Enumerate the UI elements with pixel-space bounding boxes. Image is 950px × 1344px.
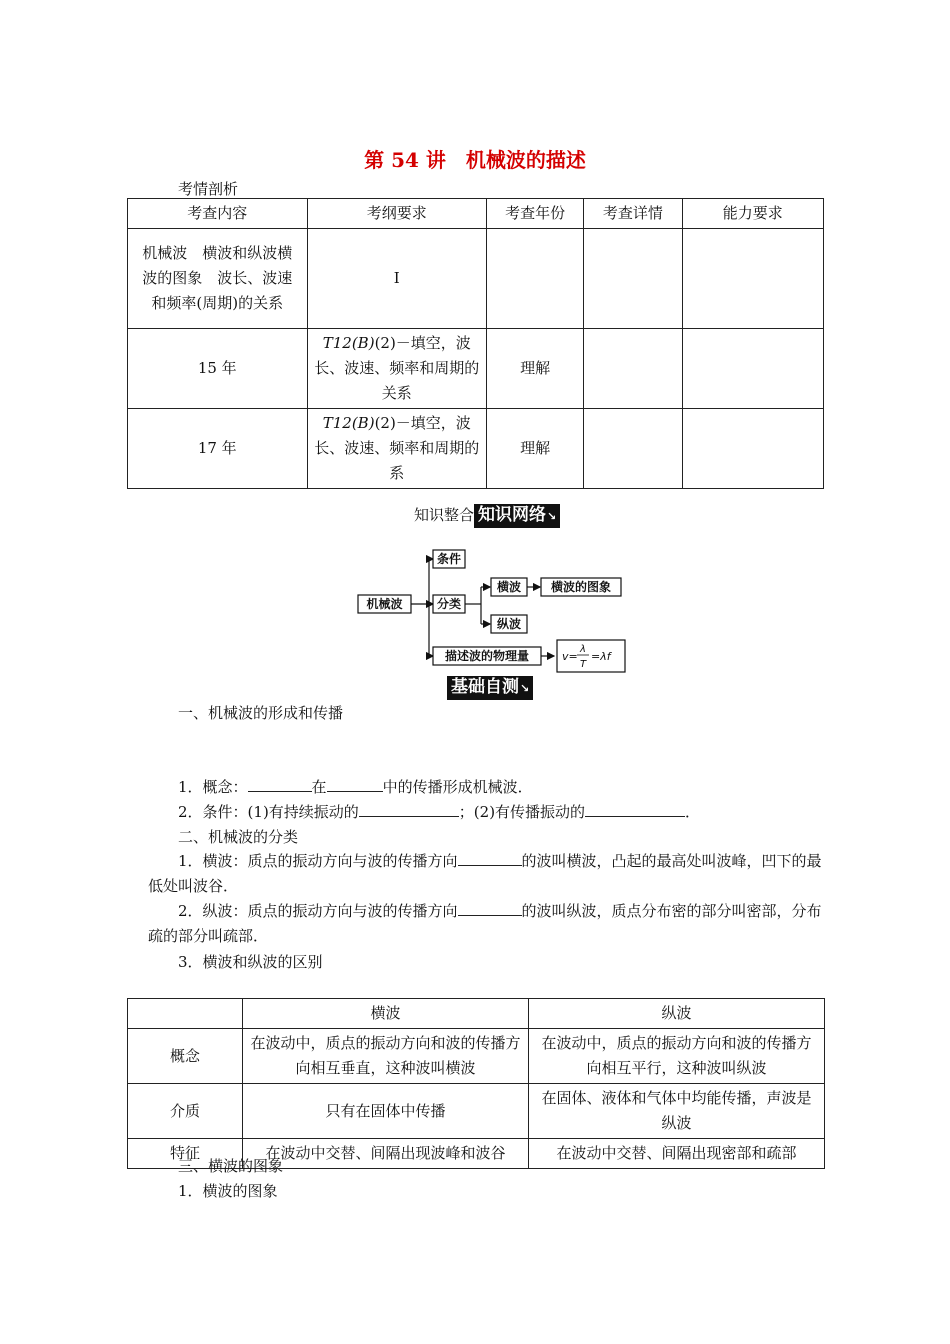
condition-label: 条件 <box>436 552 462 566</box>
cell-year: 理解 <box>487 409 584 489</box>
header-year: 考查年份 <box>487 199 584 229</box>
header-detail: 考查详情 <box>584 199 682 229</box>
cell-detail <box>584 409 682 489</box>
network-tag-label: 知识网络 <box>478 505 547 525</box>
cell-transverse: 在波动中交替、间隔出现波峰和波谷 <box>243 1139 529 1169</box>
question-number: T12(B) <box>322 334 375 352</box>
cell-transverse: 只有在固体中传播 <box>243 1084 529 1139</box>
row-label: 概念 <box>128 1029 243 1084</box>
basic-tag <box>447 676 533 700</box>
formula-rest: =λf <box>591 650 611 663</box>
formula-v: v= <box>562 650 578 663</box>
header-ability: 能力要求 <box>682 199 823 229</box>
blank <box>327 776 383 792</box>
basic-test-heading <box>447 676 533 700</box>
transverse-definition: 1．横波：质点的振动方向与波的传播方向 的波叫横波，凸起的最高处叫波峰，凹下的最低处叫波谷． <box>148 852 822 895</box>
blank <box>359 801 459 817</box>
requirement-text: (2)－填空，波长、波速、频率和周期的系 <box>314 414 480 482</box>
section-one-title: 一、机械波的形成和传播 <box>178 704 344 722</box>
page-title: 第 54 讲 机械波的描述 <box>364 148 586 172</box>
cell-ability <box>682 329 823 409</box>
knowledge-label: 知识整合 <box>414 506 475 524</box>
header-longitudinal: 纵波 <box>529 999 825 1029</box>
blank <box>585 801 685 817</box>
knowledge-heading <box>414 503 560 528</box>
section-three-title: 三、横波的图象 <box>178 1157 284 1175</box>
cell-longitudinal: 在波动中交替、间隔出现密部和疏部 <box>529 1139 825 1169</box>
wave-comparison-table <box>127 998 825 1169</box>
classification-label: 分类 <box>436 597 462 611</box>
row-label: 介质 <box>128 1084 243 1139</box>
cell-detail <box>584 229 682 329</box>
concept-line: 1．概念： 在 中的传播形成机械波． <box>178 778 533 796</box>
blank <box>458 900 522 916</box>
knowledge-network-diagram <box>355 546 630 676</box>
blank <box>248 776 312 792</box>
formula-denominator: T <box>579 659 587 670</box>
header-content: 考查内容 <box>128 199 308 229</box>
basic-tag-label: 基础自测 <box>451 677 519 697</box>
cell-content: 15 年 <box>128 329 308 409</box>
cell-requirement <box>307 329 487 409</box>
cell-requirement: Ⅰ <box>307 229 487 329</box>
arrow-icon: ↘ <box>520 682 530 695</box>
requirement-text: (2)－填空，波长、波速、频率和周期的关系 <box>314 334 480 402</box>
table-row <box>128 329 824 409</box>
cell-requirement <box>307 409 487 489</box>
cell-ability <box>682 409 823 489</box>
header-blank <box>128 999 243 1029</box>
header-transverse: 横波 <box>243 999 529 1029</box>
network-tag <box>474 504 560 528</box>
arrow-icon: ↘ <box>547 510 557 523</box>
table-row <box>128 1029 825 1084</box>
header-requirement: 考纲要求 <box>307 199 487 229</box>
table-row <box>128 229 824 329</box>
exam-analysis-table <box>127 198 824 489</box>
cell-longitudinal: 在波动中，质点的振动方向和波的传播方向相互平行，这种波叫纵波 <box>529 1029 825 1084</box>
cell-longitudinal: 在固体、液体和气体中均能传播，声波是纵波 <box>529 1084 825 1139</box>
row-label: 特征 <box>128 1139 243 1169</box>
cell-ability <box>682 229 823 329</box>
blank <box>458 850 522 866</box>
cell-year: 理解 <box>487 329 584 409</box>
transverse-graph-title: 1．横波的图象 <box>178 1182 278 1200</box>
section-two-title: 二、机械波的分类 <box>178 828 299 846</box>
root-label: 机械波 <box>366 597 403 611</box>
cell-year <box>487 229 584 329</box>
transverse-label: 横波 <box>496 580 522 594</box>
formula-numerator: λ <box>580 644 586 655</box>
cell-content: 机械波 横波和纵波横波的图象 波长、波速和频率(周期)的关系 <box>128 229 308 329</box>
question-number: T12(B) <box>322 414 375 432</box>
cell-content: 17 年 <box>128 409 308 489</box>
longitudinal-label: 纵波 <box>496 617 522 631</box>
table-row <box>128 409 824 489</box>
graph-label: 横波的图象 <box>550 580 612 594</box>
cell-transverse: 在波动中，质点的振动方向和波的传播方向相互垂直，这种波叫横波 <box>243 1029 529 1084</box>
difference-title: 3．横波和纵波的区别 <box>178 953 323 971</box>
longitudinal-definition: 2．纵波：质点的振动方向与波的传播方向 的波叫纵波，质点分布密的部分叫密部，分布疏的部分叫疏部． <box>148 902 822 945</box>
table-row <box>128 1084 825 1139</box>
quantity-label: 描述波的物理量 <box>444 649 530 663</box>
cell-detail <box>584 329 682 409</box>
analysis-label: 考情剖析 <box>178 180 239 198</box>
condition-line: 2．条件：(1)有持续振动的 ；(2)有传播振动的 ． <box>178 803 701 821</box>
